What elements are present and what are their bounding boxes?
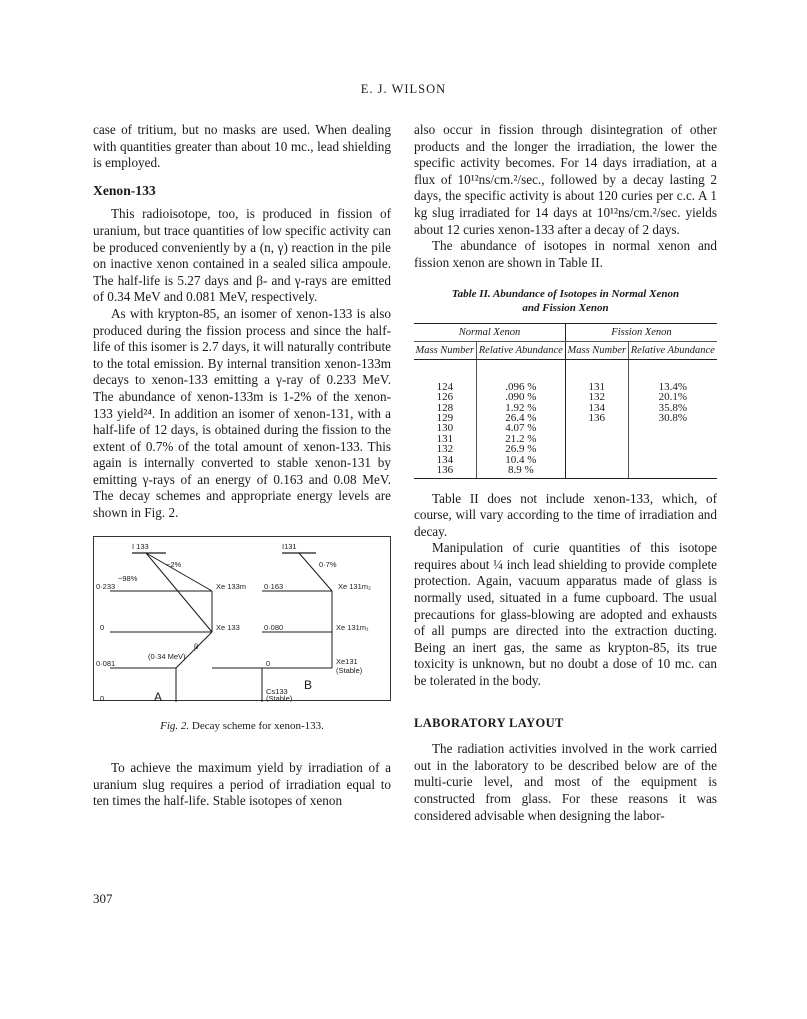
cell-fission-mass: [565, 444, 628, 454]
paragraph-xenon-isomer: As with krypton-85, an isomer of xenon-133 is also produced during the fission process and since the half-life of this isomer is 2.7 days, it will naturally contribute to the total emission. By internal transition xenon-133m decays to xenon-133 emitting a γ-ray of 0.233 MeV. The abundance of xenon-133m is 1-2% of the xenon-133 yield²⁴. In addition an isomer of xenon-131, with a half-life of 12 days, is obtained during the fission to the extent of 0.7% of the total amount of xenon-133. This again is internally converted to stable xenon-131 by emitting γ-rays of an energy of 0.163 and 0.08 MeV. The decay schemes and appropriate energy levels are shown in Fig. 2.: [93, 305, 391, 521]
cell-normal-mass: 130: [436, 422, 454, 435]
section-heading-xenon-133: Xenon-133: [93, 182, 156, 198]
cell-normal-mass: 134: [436, 453, 454, 466]
decay-scheme-diagram: [94, 537, 392, 702]
cell-fission-abundance: 30.8%: [628, 413, 717, 423]
table-group-normal: Normal Xenon: [414, 324, 565, 342]
cell-normal-abundance: 1.92 %: [476, 403, 565, 413]
section-heading-laboratory-layout: LABORATORY LAYOUT: [414, 715, 564, 730]
cell-fission-mass: [565, 455, 628, 465]
table-header-mass-fission: Mass Number: [565, 342, 628, 360]
table-caption: [414, 287, 717, 315]
cell-normal-abundance: .090 %: [476, 392, 565, 402]
cell-normal-abundance: .096 %: [476, 382, 565, 392]
table-row: [414, 413, 717, 423]
label-e0081: 0·081: [96, 658, 116, 668]
table-header-rel-normal: Relative Abundance: [476, 342, 565, 360]
label-i131: I131: [282, 541, 297, 551]
label-zero-a1: 0: [100, 622, 105, 632]
cell-fission-abundance: 35.8%: [628, 403, 717, 413]
table-group-fission: Fission Xenon: [565, 324, 717, 342]
label-cs133: Cs133: [266, 686, 288, 696]
abundance-table: [414, 323, 717, 478]
label-stable-xe131: (Stable): [336, 665, 363, 675]
cell-fission-abundance: 13.4%: [628, 382, 717, 392]
label-xe131m2: Xe 131m₂: [338, 581, 371, 591]
table-row: [414, 455, 717, 465]
paragraph-laboratory: The radiation activities involved in the work carried out in the laboratory to be described below are of the multi-curie level, and most of the equipment is constructed from glass. For these reasons it was considered advisable when designing the labor-: [414, 741, 717, 823]
table-header-rel-fission: Relative Abundance: [628, 342, 717, 360]
paragraph-xenon-production: This radioisotope, too, is produced in fission of uranium, but trace quantities of low specific activity can be produced conveniently by a (n, γ) reaction in the pile on inactive xenon contained in a sealed silica ampoule. The half-life is 5.27 days and β- and γ-rays are emitted of 0.34 MeV and 0.081 MeV, respectively.: [93, 206, 391, 305]
cell-normal-abundance: 4.07 %: [476, 423, 565, 433]
table-row: [414, 444, 717, 454]
decay-scheme-figure: [93, 536, 391, 701]
label-xe131m1: Xe 131m₁: [336, 622, 369, 632]
cell-fission-mass: [565, 423, 628, 433]
cell-normal-abundance: 26.4 %: [476, 413, 565, 423]
label-i133: I 133: [132, 541, 149, 551]
transition-2pct: [146, 553, 212, 591]
paragraph-irradiation-yield: To achieve the maximum yield by irradiation of a uranium slug requires a period of irradiation equal to ten times the half-life. Stable isotopes of xenon: [93, 760, 391, 809]
label-xe131: Xe131: [336, 656, 358, 666]
label-e0163: 0·163: [264, 581, 284, 591]
label-e0233: 0·233: [96, 581, 116, 591]
cell-fission-mass: 131: [565, 382, 628, 392]
table-caption-line1: Table II. Abundance of Isotopes in Normal Xenon: [451, 288, 680, 301]
running-header: E. J. WILSON: [360, 82, 447, 96]
cell-normal-abundance: 10.4 %: [476, 455, 565, 465]
cell-normal-abundance: 8.9 %: [476, 465, 565, 478]
cell-fission-abundance: [628, 423, 717, 433]
cell-normal-mass: 131: [436, 432, 454, 445]
table-header-mass-normal: Mass Number: [414, 342, 476, 360]
figure-caption-text: Decay scheme for xenon-133.: [191, 719, 324, 732]
cell-normal-abundance: 21.2 %: [476, 434, 565, 444]
label-xe133m: Xe 133m: [216, 581, 247, 591]
cell-fission-mass: 134: [565, 403, 628, 413]
label-2pct: ~2%: [166, 559, 182, 569]
cell-fission-abundance: [628, 434, 717, 444]
right-column: [414, 122, 717, 824]
cell-normal-mass: 128: [436, 401, 454, 414]
label-98pct: ~98%: [118, 573, 138, 583]
cell-fission-abundance: 20.1%: [628, 392, 717, 402]
cell-normal-abundance: 26.9 %: [476, 444, 565, 454]
table-row: [414, 465, 717, 478]
cell-normal-mass: 132: [436, 443, 454, 456]
paragraph-table-note: Table II does not include xenon-133, which, of course, will vary according to the time of irradiation and decay.: [414, 490, 717, 539]
abundance-table-body: [414, 360, 717, 478]
label-scheme-b: B: [304, 677, 313, 692]
table-row: [414, 434, 717, 444]
cell-fission-abundance: [628, 465, 717, 478]
label-beta-energy: (0·34 MeV): [148, 651, 186, 661]
paragraph-fission-activity: also occur in fission through disintegration of other products and the longer the irradiation, the lower the specific activity becomes. For 14 days irradiation, at a flux of 10¹²ns/cm.²/sec., followed by a decay lasting 2 days, the specific activity is about 120 curies per c.c. A 1 kg slug irradiated for 14 days at 10¹²ns/cm.²/sec. yields about 12 curies xenon-133 after a decay of 2 days.: [414, 122, 717, 237]
figure-caption-label: Fig. 2.: [160, 719, 190, 732]
label-zero-a2: 0: [100, 693, 105, 702]
paragraph-manipulation: Manipulation of curie quantities of this isotope requires about ¼ inch lead shielding to provide complete protection. Again, vacuum apparatus made of glass is normally used, situated in a fume cupboard. The usual precautions for glass-blowing are adopted and exhausts of all pumps are directed into the extraction ducting. Being an inert gas, the same as krypton-85, its true toxicity is unknown, but no doubt a dose of 10 mc. can be tolerated in the body.: [414, 540, 717, 689]
table-caption-line2: and Fission Xenon: [522, 302, 609, 315]
paragraph-intro: case of tritium, but no masks are used. When dealing with quantities greater than about 10 mc., lead shielding is employed.: [93, 122, 391, 171]
label-stable-cs133: (Stable): [266, 693, 293, 702]
table-row: [414, 423, 717, 433]
cell-fission-mass: [565, 434, 628, 444]
cell-fission-mass: 132: [565, 392, 628, 402]
label-e0080: 0·080: [264, 622, 284, 632]
cell-normal-mass: 124: [436, 380, 454, 393]
page-number: 307: [93, 891, 113, 906]
cell-normal-mass: 129: [436, 412, 454, 425]
figure-caption: [93, 718, 391, 735]
left-column: [93, 122, 391, 810]
cell-fission-abundance: [628, 444, 717, 454]
cell-normal-mass: 136: [414, 465, 476, 478]
label-beta: β: [194, 641, 199, 651]
transition-07pct: [299, 553, 332, 591]
cell-fission-mass: 136: [565, 413, 628, 423]
paragraph-abundance-intro: The abundance of isotopes in normal xenon and fission xenon are shown in Table II.: [414, 238, 717, 270]
label-07pct: 0·7%: [319, 559, 337, 569]
label-zero-b: 0: [266, 658, 271, 668]
cell-fission-abundance: [628, 455, 717, 465]
cell-normal-mass: 126: [436, 391, 454, 404]
label-scheme-a: A: [154, 689, 163, 702]
label-xe133: Xe 133: [216, 622, 240, 632]
cell-fission-mass: [565, 465, 628, 478]
